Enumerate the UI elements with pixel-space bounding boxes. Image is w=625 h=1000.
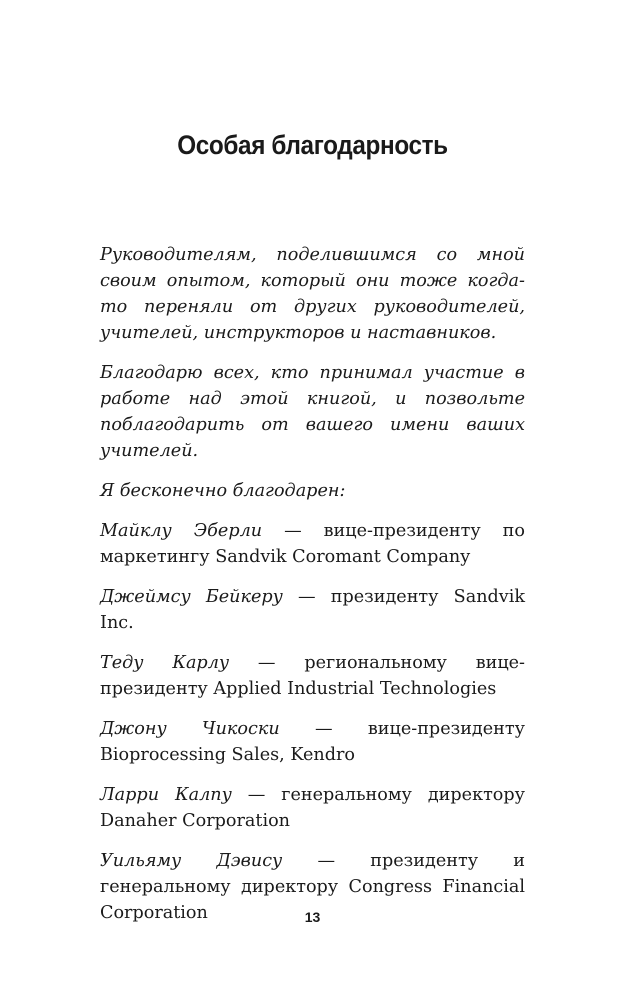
acknowledged-person-name: Ларри Калпу <box>100 785 232 805</box>
thanks-paragraph: Благодарю всех, кто принимал участие в работе над этой книгой, и позвольте поблагодарить от вашего имени ваших учителей. <box>100 363 525 461</box>
acknowledged-person-name: Джеймсу Бейкеру <box>100 587 283 607</box>
acknowledgement-entry <box>100 716 525 768</box>
acknowledged-person-role: — вице-президенту Bioprocessing Sales, Kendro <box>100 719 525 765</box>
acknowledged-person-name: Майклу Эберли <box>100 521 263 541</box>
acknowledged-person-name: Уильяму Дэвису <box>100 851 283 871</box>
acknowledgement-entry <box>100 650 525 702</box>
acknowledged-person-role: — президенту Sandvik Inc. <box>100 587 526 633</box>
acknowledged-person-name: Джону Чикоски <box>100 719 280 739</box>
acknowledged-person-role: — генеральному директору Danaher Corporation <box>100 785 526 831</box>
page-body <box>100 242 525 940</box>
acknowledged-person-role: — региональному вице-президенту Applied Industrial Technologies <box>100 653 525 699</box>
page-title: Особая благодарность <box>177 130 448 160</box>
acknowledged-person-name: Теду Карлу <box>100 653 230 673</box>
acknowledged-person-role: — президенту и генеральному директору Congress Financial Corporation <box>100 851 525 923</box>
acknowledged-person-role: — вице-президенту по маркетингу Sandvik Coromant Company <box>100 521 525 567</box>
acknowledgement-entry <box>100 584 525 636</box>
acknowledgement-entry <box>100 518 525 570</box>
intro-paragraph: Руководителям, поделившимся со мной своим опытом, который они тоже когда-то переняли от других руководителей, учителей, инструкторов и наставников. <box>100 245 525 343</box>
acknowledgement-entry <box>100 782 525 834</box>
page-number: 13 <box>304 909 321 925</box>
grateful-heading: Я бесконечно благодарен: <box>100 481 346 501</box>
